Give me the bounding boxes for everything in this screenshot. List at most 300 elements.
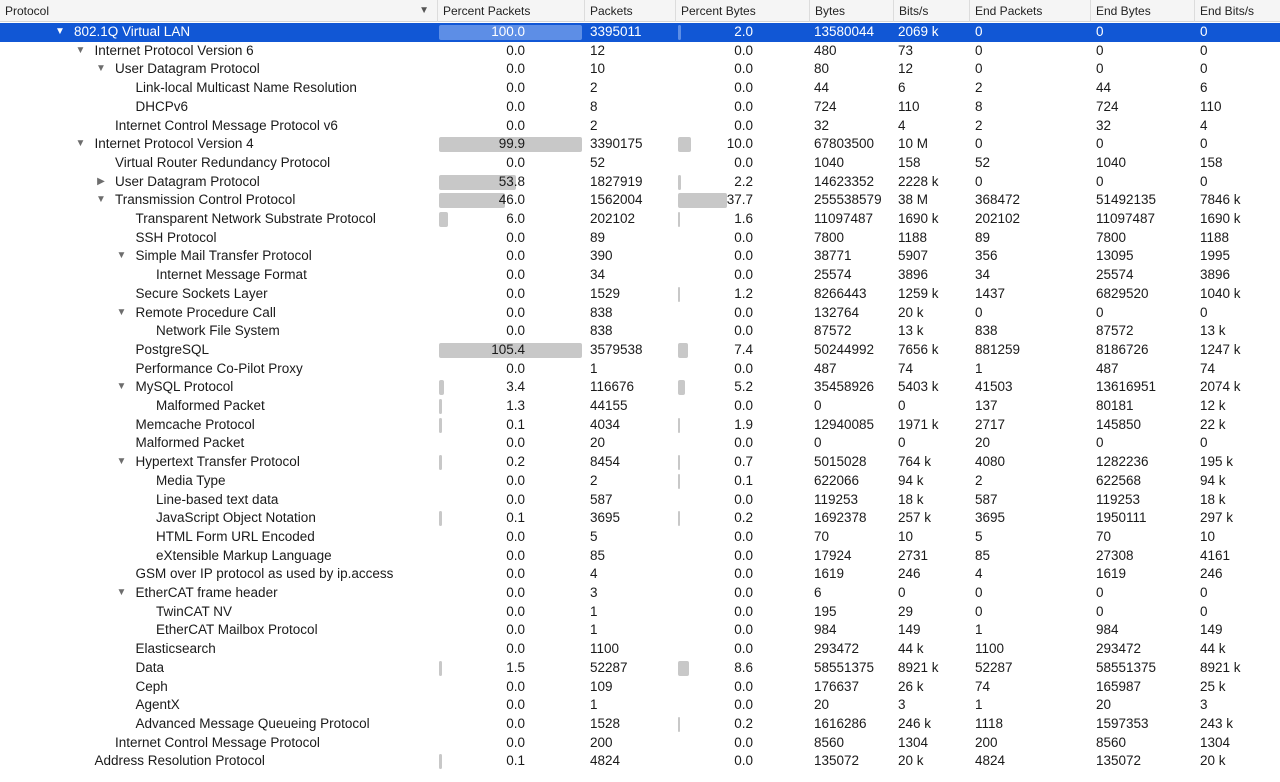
bytes-cell: 255538579: [814, 192, 882, 208]
tree-row[interactable]: [0, 98, 1280, 117]
percent-packets-cell: 105.4: [491, 341, 525, 357]
packets-cell: 3579538: [590, 341, 643, 357]
packets-cell: 89: [590, 229, 606, 245]
percent-bytes-cell: 0.0: [734, 398, 753, 413]
end-bytes-cell: 0: [1096, 603, 1104, 619]
tree-row[interactable]: [0, 584, 1280, 603]
protocol-name: Internet Control Message Protocol v6: [115, 117, 338, 133]
disclosure-collapsed-icon[interactable]: ▶: [97, 175, 105, 187]
percent-packets-cell: 0.0: [506, 323, 525, 339]
end-bytes-cell: 0: [1096, 24, 1104, 39]
bytes-cell: 119253: [814, 491, 859, 507]
bits-per-second-cell: 20 k: [898, 753, 924, 769]
disclosure-expanded-icon[interactable]: ▼: [96, 194, 106, 206]
tree-row[interactable]: [0, 715, 1280, 734]
end-bytes-cell: 0: [1096, 173, 1104, 189]
column-header-bar: [0, 0, 1280, 22]
protocol-name: Link-local Multicast Name Resolution: [135, 80, 357, 96]
bits-per-second-cell: 8921 k: [898, 659, 939, 675]
percent-packets-cell: 0.1: [506, 510, 525, 526]
end-bytes-cell: 27308: [1096, 547, 1134, 563]
packets-cell: 2: [590, 117, 598, 133]
packets-cell: 12: [590, 42, 606, 58]
bytes-cell: 44: [814, 80, 830, 96]
bits-per-second-cell: 2731: [898, 547, 929, 563]
percent-packets-cell: 0.2: [506, 454, 525, 470]
end-packets-cell: 4824: [975, 753, 1006, 769]
tree-row[interactable]: [0, 547, 1280, 566]
percent-bytes-cell: 0.0: [734, 80, 753, 96]
percent-bytes-cell: 1.2: [734, 285, 753, 301]
protocol-name: PostgreSQL: [135, 341, 210, 357]
protocol-name: HTML Form URL Encoded: [156, 528, 315, 544]
percent-packets-cell: 6.0: [506, 211, 525, 226]
packets-cell: 3390175: [590, 136, 643, 152]
end-bits-per-second-cell: 4161: [1200, 547, 1231, 563]
tree-row[interactable]: [0, 266, 1280, 285]
end-bits-per-second-cell: 0: [1200, 435, 1208, 451]
packets-cell: 3: [590, 585, 598, 600]
protocol-name: 802.1Q Virtual LAN: [74, 24, 191, 39]
column-header-packets[interactable]: [584, 0, 675, 22]
end-bits-per-second-cell: 22 k: [1200, 416, 1226, 432]
bits-per-second-cell: 26 k: [898, 678, 924, 694]
percent-bytes-cell: 0.0: [734, 61, 753, 77]
end-packets-cell: 74: [975, 678, 991, 694]
percent-bytes-cell: 0.1: [734, 472, 753, 488]
percent-packets-cell: 0.0: [506, 42, 525, 58]
end-packets-cell: 1: [975, 360, 983, 376]
bits-per-second-cell: 110: [898, 98, 920, 114]
percent-packets-cell: 0.0: [506, 678, 525, 694]
bytes-cell: 984: [814, 622, 837, 638]
tree-row[interactable]: [0, 416, 1280, 435]
protocol-name: Data: [135, 659, 165, 675]
column-header-percent-bytes-label: Percent Bytes: [681, 4, 756, 18]
percent-bytes-cell: 2.2: [734, 173, 753, 189]
bytes-cell: 20: [814, 697, 830, 713]
bytes-cell: 11097487: [814, 211, 874, 226]
tree-row[interactable]: [0, 378, 1280, 397]
bits-per-second-cell: 5403 k: [898, 379, 939, 395]
protocol-name: Internet Protocol Version 6: [94, 42, 254, 58]
percent-bytes-cell: 0.0: [734, 304, 753, 320]
protocol-name: Media Type: [156, 472, 226, 488]
end-packets-cell: 1100: [975, 641, 1005, 657]
end-packets-cell: 2: [975, 472, 983, 488]
bits-per-second-cell: 4: [898, 117, 906, 133]
protocol-name: Network File System: [156, 323, 280, 339]
protocol-name: Malformed Packet: [135, 435, 245, 451]
column-header-bits-per-second[interactable]: [893, 0, 969, 22]
tree-row[interactable]: [0, 154, 1280, 173]
tree-row[interactable]: [0, 434, 1280, 453]
end-bits-per-second-cell: 8921 k: [1200, 659, 1241, 675]
tree-row[interactable]: [0, 304, 1280, 323]
percent-packets-cell: 0.0: [506, 360, 525, 376]
end-bits-per-second-cell: 18 k: [1200, 491, 1226, 507]
tree-row[interactable]: [0, 79, 1280, 98]
end-packets-cell: 4080: [975, 454, 1006, 470]
end-bits-per-second-cell: 4: [1200, 117, 1208, 133]
protocol-name: DHCPv6: [135, 98, 189, 114]
end-packets-cell: 1118: [975, 715, 1004, 731]
end-bytes-cell: 7800: [1096, 229, 1127, 245]
percent-bytes-cell: 1.9: [734, 416, 753, 432]
end-bytes-cell: 1282236: [1096, 454, 1149, 470]
bytes-cell: 25574: [814, 267, 852, 283]
tree-row[interactable]: [0, 42, 1280, 61]
bytes-cell: 80: [814, 61, 830, 77]
end-bytes-cell: 487: [1096, 360, 1119, 376]
end-bytes-cell: 32: [1096, 117, 1112, 133]
bits-per-second-cell: 6: [898, 80, 906, 96]
end-bytes-cell: 724: [1096, 98, 1119, 114]
percent-packets-cell: 0.0: [506, 229, 525, 245]
end-bits-per-second-cell: 25 k: [1200, 678, 1226, 694]
end-packets-cell: 52287: [975, 659, 1013, 675]
protocol-name: Address Resolution Protocol: [94, 753, 265, 769]
tree-row[interactable]: [0, 322, 1280, 341]
percent-bytes-cell: 37.7: [726, 192, 753, 208]
bytes-cell: 0: [814, 435, 822, 451]
bytes-cell: 8560: [814, 734, 845, 750]
percent-bytes-cell: 0.2: [734, 510, 753, 526]
packets-cell: 52287: [590, 659, 628, 675]
column-header-percent-packets-label: Percent Packets: [443, 4, 531, 18]
tree-row[interactable]: [0, 752, 1280, 771]
end-bytes-cell: 51492135: [1096, 192, 1157, 208]
disclosure-expanded-icon[interactable]: ▼: [75, 138, 86, 150]
bits-per-second-cell: 44 k: [898, 641, 924, 657]
packets-cell: 5: [590, 528, 598, 544]
percent-packets-cell: 0.0: [506, 528, 525, 544]
bits-per-second-cell: 246: [898, 566, 921, 582]
end-packets-cell: 1: [975, 697, 983, 713]
percent-bytes-cell: 0.0: [734, 267, 753, 283]
packets-cell: 20: [590, 435, 606, 451]
end-bits-per-second-cell: 6: [1200, 80, 1208, 96]
disclosure-expanded-icon[interactable]: ▼: [55, 26, 65, 37]
column-header-percent-packets[interactable]: [437, 0, 584, 22]
protocol-name: User Datagram Protocol: [115, 61, 260, 77]
packets-cell: 1100: [590, 641, 620, 657]
end-packets-cell: 881259: [975, 341, 1021, 357]
end-bits-per-second-cell: 10: [1200, 528, 1216, 544]
end-bytes-cell: 0: [1096, 585, 1104, 600]
percent-packets-cell: 0.1: [506, 753, 525, 769]
bits-per-second-cell: 73: [898, 42, 914, 58]
bytes-cell: 32: [814, 117, 830, 133]
percent-packets-cell: 0.1: [506, 416, 525, 432]
end-packets-cell: 0: [975, 136, 983, 152]
protocol-name: Elasticsearch: [135, 641, 216, 657]
sort-descending-icon: ▼: [419, 5, 429, 16]
protocol-name: Remote Procedure Call: [135, 304, 276, 320]
bits-per-second-cell: 0: [898, 435, 906, 451]
tree-row[interactable]: [0, 659, 1280, 678]
end-bytes-cell: 119253: [1096, 491, 1141, 507]
column-header-protocol-label: Protocol: [5, 4, 50, 18]
packets-cell: 1: [590, 603, 598, 619]
tree-row[interactable]: [0, 229, 1280, 248]
packets-cell: 390: [590, 248, 613, 264]
tree-row[interactable]: [0, 696, 1280, 715]
tree-row[interactable]: [0, 247, 1280, 266]
protocol-name: SSH Protocol: [135, 229, 217, 245]
percent-bytes-cell: 0.0: [734, 528, 753, 544]
end-packets-cell: 0: [975, 61, 983, 77]
end-bytes-cell: 0: [1096, 61, 1104, 77]
bits-per-second-cell: 2069 k: [898, 24, 939, 39]
packets-cell: 8: [590, 98, 598, 114]
tree-row[interactable]: [0, 509, 1280, 528]
percent-bytes-cell: 0.0: [734, 154, 753, 170]
percent-packets-cell: 0.0: [506, 304, 525, 320]
percent-bytes-cell: 0.0: [734, 248, 753, 264]
bits-per-second-cell: 74: [898, 360, 914, 376]
protocol-name: MySQL Protocol: [135, 379, 234, 395]
percent-bytes-cell: 10.0: [726, 136, 753, 152]
bytes-cell: 724: [814, 98, 837, 114]
protocol-name: EtherCAT frame header: [135, 585, 278, 600]
bits-per-second-cell: 764 k: [898, 454, 932, 470]
column-header-bytes-label: Bytes: [815, 4, 846, 18]
bits-per-second-cell: 5907: [898, 248, 929, 264]
bytes-cell: 487: [814, 360, 837, 376]
tree-row[interactable]: [0, 285, 1280, 304]
end-packets-cell: 2: [975, 80, 983, 96]
percent-bytes-cell: 0.0: [734, 323, 753, 339]
protocol-name: Malformed Packet: [156, 398, 265, 413]
end-packets-cell: 368472: [975, 192, 1021, 208]
bits-per-second-cell: 1971 k: [898, 416, 939, 432]
percent-bytes-cell: 0.7: [734, 454, 753, 470]
tree-row[interactable]: [0, 621, 1280, 640]
bytes-cell: 17924: [814, 547, 852, 563]
end-bits-per-second-cell: 0: [1200, 304, 1208, 320]
end-bits-per-second-cell: 149: [1200, 622, 1223, 638]
protocol-name: Simple Mail Transfer Protocol: [135, 248, 312, 264]
bytes-cell: 0: [814, 398, 822, 413]
percent-bytes-cell: 0.0: [734, 753, 753, 769]
tree-row[interactable]: [0, 397, 1280, 416]
end-packets-cell: 0: [975, 585, 983, 600]
packets-cell: 838: [590, 304, 613, 320]
packets-cell: 2: [590, 472, 598, 488]
end-bytes-cell: 44: [1096, 80, 1112, 96]
tree-row[interactable]: [0, 135, 1280, 154]
percent-packets-cell: 53.8: [498, 173, 525, 189]
end-bytes-cell: 0: [1096, 435, 1104, 451]
bytes-cell: 480: [814, 42, 837, 58]
end-bytes-cell: 20: [1096, 697, 1112, 713]
protocol-name: Hypertext Transfer Protocol: [135, 454, 300, 470]
end-bits-per-second-cell: 0: [1200, 24, 1208, 39]
packets-cell: 4824: [590, 753, 621, 769]
bytes-cell: 38771: [814, 248, 852, 264]
packets-cell: 1: [590, 360, 598, 376]
tree-row[interactable]: [0, 678, 1280, 697]
end-packets-cell: 587: [975, 491, 998, 507]
protocol-name: Internet Protocol Version 4: [94, 136, 254, 152]
end-bytes-cell: 0: [1096, 304, 1104, 320]
disclosure-expanded-icon[interactable]: ▼: [96, 63, 106, 75]
disclosure-expanded-icon[interactable]: ▼: [75, 44, 86, 56]
column-header-end-bytes[interactable]: [1090, 0, 1194, 22]
tree-row[interactable]: [0, 453, 1280, 472]
bits-per-second-cell: 1259 k: [898, 285, 939, 301]
bytes-cell: 195: [814, 603, 837, 619]
bits-per-second-cell: 246 k: [898, 715, 932, 731]
tree-row[interactable]: [0, 565, 1280, 584]
packets-cell: 44155: [590, 398, 628, 413]
disclosure-expanded-icon[interactable]: ▼: [116, 456, 127, 468]
end-packets-cell: 89: [975, 229, 991, 245]
percent-packets-cell: 0.0: [506, 61, 525, 77]
bits-per-second-cell: 3896: [898, 267, 929, 283]
end-bits-per-second-cell: 1040 k: [1200, 285, 1241, 301]
tree-row[interactable]: [0, 603, 1280, 622]
end-packets-cell: 0: [975, 304, 983, 320]
bits-per-second-cell: 257 k: [898, 510, 932, 526]
tree-row[interactable]: [0, 491, 1280, 510]
end-bits-per-second-cell: 0: [1200, 136, 1208, 152]
percent-bytes-cell: 0.0: [734, 641, 753, 657]
end-bytes-cell: 13616951: [1096, 379, 1157, 395]
tree-row[interactable]: [0, 734, 1280, 753]
end-packets-cell: 52: [975, 154, 991, 170]
bits-per-second-cell: 7656 k: [898, 341, 939, 357]
column-header-end-packets[interactable]: [969, 0, 1090, 22]
bytes-cell: 293472: [814, 641, 860, 657]
end-packets-cell: 85: [975, 547, 991, 563]
bytes-cell: 132764: [814, 304, 860, 320]
bytes-cell: 7800: [814, 229, 845, 245]
disclosure-expanded-icon[interactable]: ▼: [116, 381, 127, 393]
bytes-cell: 135072: [814, 753, 860, 769]
percent-bytes-cell: 0.0: [734, 360, 753, 376]
end-packets-cell: 34: [975, 267, 991, 283]
packets-cell: 3695: [590, 510, 621, 526]
protocol-name: Secure Sockets Layer: [135, 285, 268, 301]
percent-bytes-cell: 0.0: [734, 697, 753, 713]
column-header-protocol[interactable]: [0, 0, 437, 22]
tree-row[interactable]: [0, 472, 1280, 491]
percent-packets-cell: 0.0: [506, 98, 525, 114]
percent-bytes-cell: 0.0: [734, 229, 753, 245]
packets-cell: 1: [590, 697, 598, 713]
end-bytes-cell: 25574: [1096, 267, 1134, 283]
end-bits-per-second-cell: 2074 k: [1200, 379, 1241, 395]
disclosure-expanded-icon[interactable]: ▼: [116, 587, 127, 598]
column-header-bits-per-second-label: Bits/s: [899, 4, 929, 18]
tree-row[interactable]: [0, 360, 1280, 379]
protocol-name: Memcache Protocol: [135, 416, 255, 432]
bytes-cell: 67803500: [814, 136, 875, 152]
percent-packets-cell: 100.0: [491, 24, 525, 39]
end-packets-cell: 0: [975, 603, 983, 619]
bits-per-second-cell: 38 M: [898, 192, 929, 208]
percent-packets-cell: 46.0: [498, 192, 525, 208]
column-header-end-bytes-label: End Bytes: [1096, 4, 1151, 18]
end-bytes-cell: 70: [1096, 528, 1112, 544]
end-bytes-cell: 1619: [1096, 566, 1127, 582]
end-bytes-cell: 165987: [1096, 678, 1142, 694]
bits-per-second-cell: 29: [898, 603, 914, 619]
column-header-percent-bytes[interactable]: [675, 0, 809, 22]
percent-packets-cell: 0.0: [506, 285, 525, 301]
end-bytes-cell: 0: [1096, 136, 1104, 152]
end-bytes-cell: 1040: [1096, 154, 1127, 170]
protocol-name: Performance Co-Pilot Proxy: [135, 360, 303, 376]
packets-cell: 200: [590, 734, 613, 750]
percent-packets-cell: 3.4: [506, 379, 525, 395]
packets-cell: 838: [590, 323, 613, 339]
end-bits-per-second-cell: 94 k: [1200, 472, 1226, 488]
protocol-name: EtherCAT Mailbox Protocol: [156, 622, 318, 638]
bits-per-second-cell: 0: [898, 585, 906, 600]
bytes-cell: 1619: [814, 566, 845, 582]
bytes-cell: 58551375: [814, 659, 875, 675]
protocol-name: Internet Control Message Protocol: [115, 734, 320, 750]
percent-bytes-cell: 0.0: [734, 678, 753, 694]
end-bits-per-second-cell: 297 k: [1200, 510, 1234, 526]
percent-bytes-cell: 2.0: [734, 24, 753, 39]
tree-row[interactable]: [0, 210, 1280, 229]
bytes-cell: 1692378: [814, 510, 867, 526]
end-bytes-cell: 145850: [1096, 416, 1142, 432]
end-packets-cell: 0: [975, 173, 983, 189]
tree-row[interactable]: [0, 60, 1280, 79]
tree-row[interactable]: [0, 117, 1280, 136]
percent-bytes-cell: 0.0: [734, 435, 753, 451]
packets-cell: 8454: [590, 454, 621, 470]
end-packets-cell: 0: [975, 42, 983, 58]
column-header-end-bits-per-second[interactable]: [1194, 0, 1280, 22]
end-packets-cell: 3695: [975, 510, 1006, 526]
end-bits-per-second-cell: 246: [1200, 566, 1223, 582]
tree-row[interactable]: [0, 341, 1280, 360]
protocol-name: Internet Message Format: [156, 267, 307, 283]
bytes-cell: 8266443: [814, 285, 867, 301]
protocol-name: Transmission Control Protocol: [115, 192, 296, 208]
bytes-cell: 5015028: [814, 454, 867, 470]
percent-bytes-cell: 8.6: [734, 659, 753, 675]
percent-bytes-cell: 5.2: [734, 379, 753, 395]
end-bytes-cell: 80181: [1096, 398, 1134, 413]
bits-per-second-cell: 10: [898, 528, 914, 544]
tree-row[interactable]: [0, 173, 1280, 192]
end-bits-per-second-cell: 1188: [1200, 229, 1230, 245]
end-bits-per-second-cell: 3896: [1200, 267, 1231, 283]
end-bits-per-second-cell: 20 k: [1200, 753, 1226, 769]
percent-packets-cell: 0.0: [506, 566, 525, 582]
tree-row[interactable]: [0, 23, 1280, 42]
percent-packets-cell: 0.0: [506, 472, 525, 488]
bits-per-second-cell: 1690 k: [898, 211, 939, 226]
end-bits-per-second-cell: 195 k: [1200, 454, 1234, 470]
tree-row[interactable]: [0, 191, 1280, 210]
packets-cell: 1: [590, 622, 598, 638]
disclosure-expanded-icon[interactable]: ▼: [116, 306, 127, 318]
end-bits-per-second-cell: 1995: [1200, 248, 1231, 264]
tree-row[interactable]: [0, 640, 1280, 659]
end-packets-cell: 41503: [975, 379, 1013, 395]
disclosure-expanded-icon[interactable]: ▼: [116, 250, 127, 262]
column-header-bytes[interactable]: [809, 0, 893, 22]
tree-row[interactable]: [0, 528, 1280, 547]
